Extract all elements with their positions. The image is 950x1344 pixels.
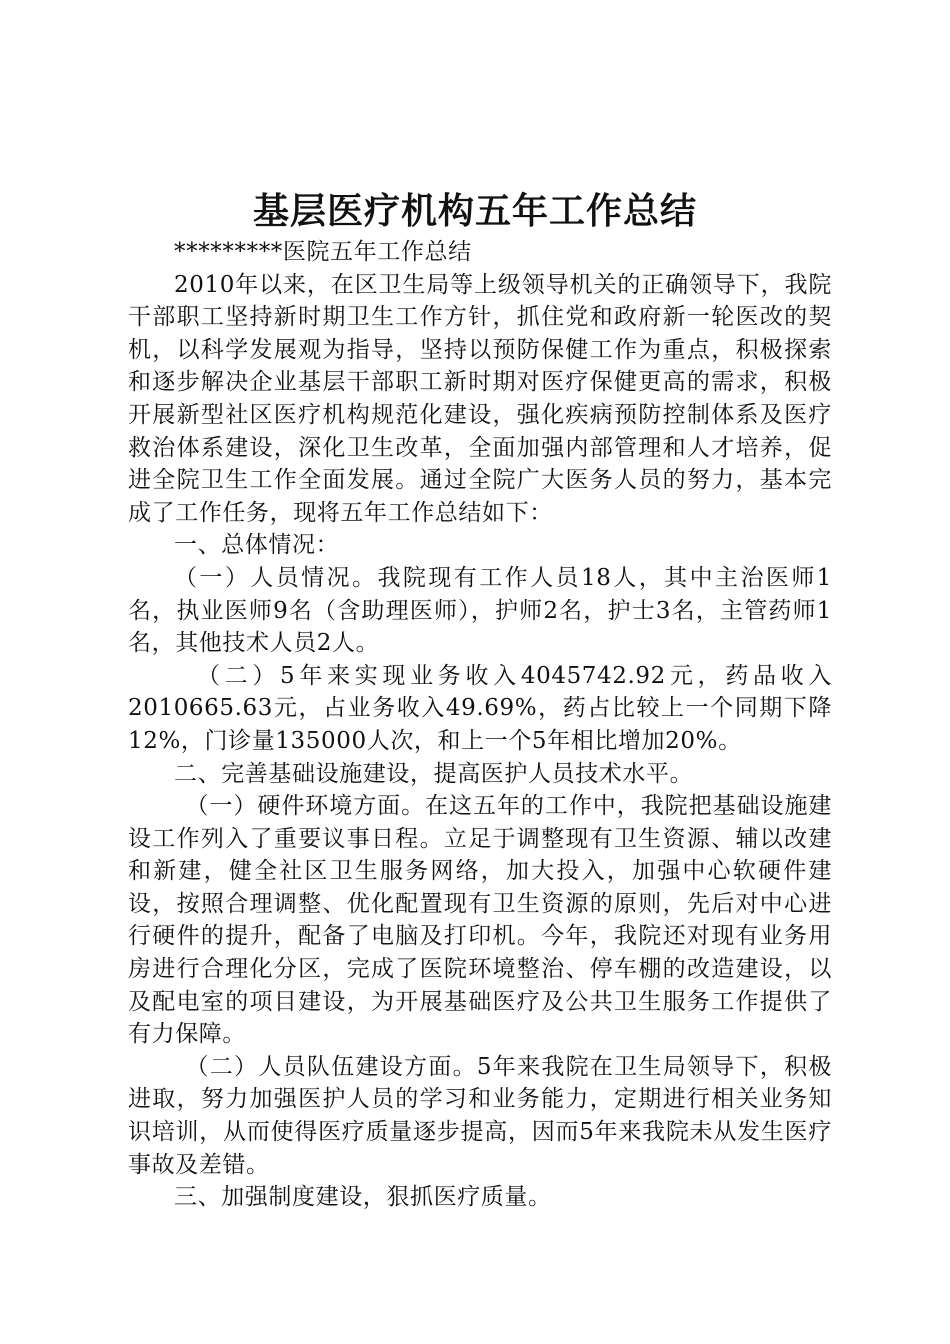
staff-paragraph: （一）人员情况。我院现有工作人员18人，其中主治医师1名，执业医师9名（含助理医师），护师2名，护士3名，主管药师1名，其他技术人员2人。 [128,564,832,657]
team-paragraph: （二）人员队伍建设方面。5年来我院在卫生局领导下，积极进取，努力加强医护人员的学习和业务能力，定期进行相关业务知识培训，从而使得医疗质量逐步提高，因而5年来我院未从发生医疗事故及差错。 [128,1053,832,1178]
intro-paragraph: 2010年以来，在区卫生局等上级领导机关的正确领导下，我院干部职工坚持新时期卫生工作方针，抓住党和政府新一轮医改的契机，以科学发展观为指导，坚持以预防保健工作为重点，积极探索和逐步解决企业基层干部职工新时期对医疗保健更高的需求，积极开展新型社区医疗机构规范化建设，强化疾病预防控制体系及医疗救治体系建设，深化卫生改革，全面加强内部管理和人才培养，促进全院卫生工作全面发展。通过全院广大医务人员的努力，基本完成了工作任务，现将五年工作总结如下： [128,271,832,526]
revenue-paragraph: （二）5年来实现业务收入4045742.92元，药品收入2010665.63元，占业务收入49.69%，药占比较上一个同期下降12%，门诊量135000人次，和上一个5年相比增加20%。 [128,662,832,754]
hardware-paragraph: （一）硬件环境方面。在这五年的工作中，我院把基础设施建设工作列入了重要议事日程。立足于调整现有卫生资源、辅以改建和新建，健全社区卫生服务网络，加大投入，加强中心软硬件建设，按照合理调整、优化配置现有卫生资源的原则，先后对中心进行硬件的提升，配备了电脑及打印机。今年，我院还对现有业务用房进行合理化分区，完成了医院环境整治、停车棚的改造建设，以及配电室的项目建设，为开展基础医疗及公共卫生服务工作提供了有力保障。 [128,793,832,1048]
section-heading-3: 三、加强制度建设，狠抓医疗质量。 [174,1184,552,1211]
section-heading-2: 二、完善基础设施建设，提高医护人员技术水平。 [174,760,694,787]
document-title: 基层医疗机构五年工作总结 [252,190,697,232]
section-heading-1: 一、总体情况： [174,532,340,559]
subtitle-paragraph: *********医院五年工作总结 [174,239,472,265]
document-body [128,236,832,1214]
